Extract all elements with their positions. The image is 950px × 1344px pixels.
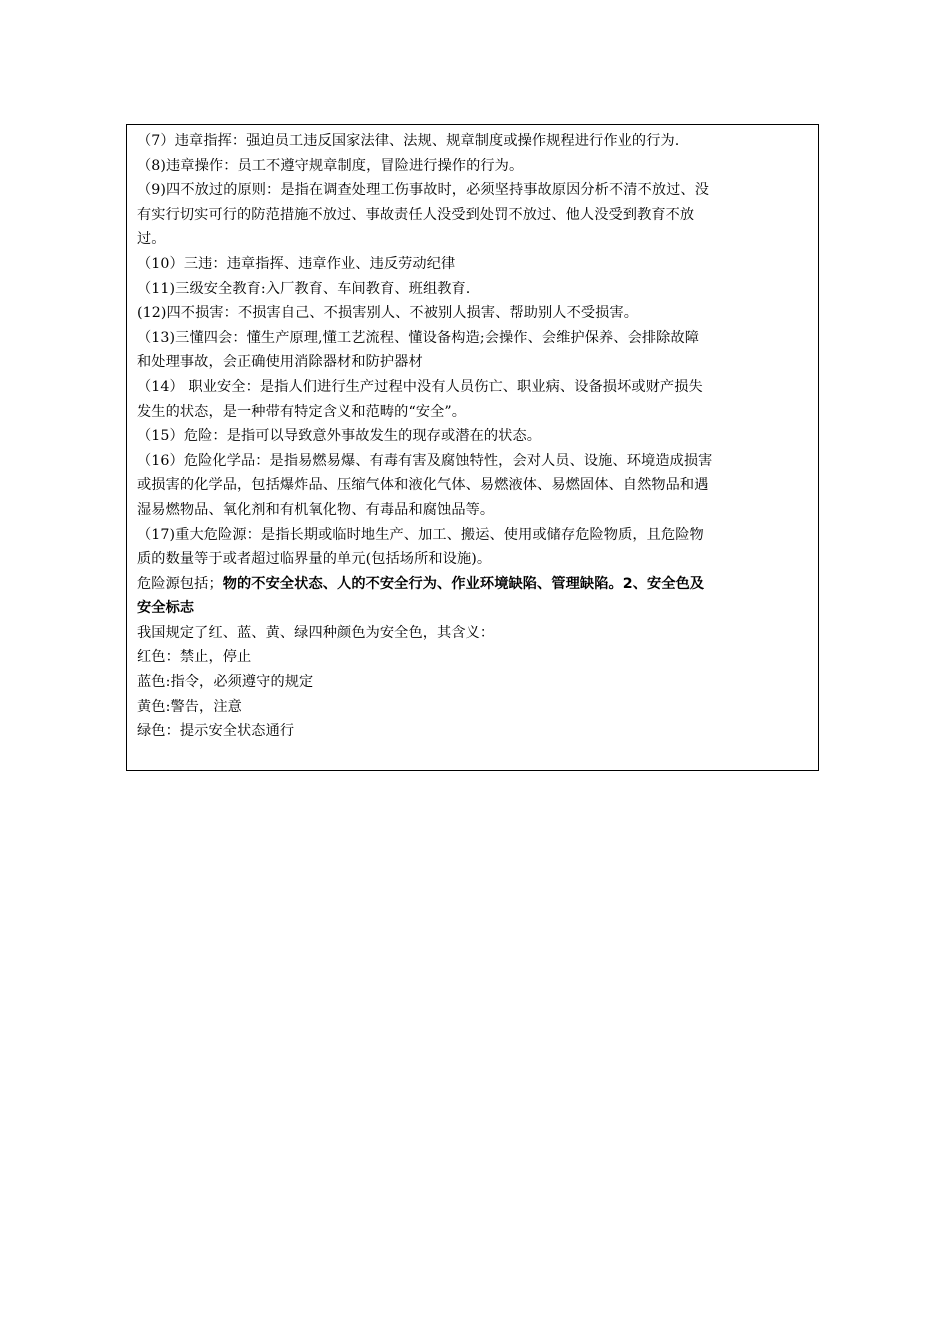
text-line: （7）违章指挥：强迫员工违反国家法律、法规、规章制度或操作规程进行作业的行为.	[137, 133, 680, 149]
safety-sign-heading: 安全标志	[137, 600, 195, 617]
text-line: （16）危险化学品：是指易燃易爆、有毒有害及腐蚀特性，会对人员、设施、环境造成损害	[137, 452, 713, 469]
text-line: （14） 职业安全：是指人们进行生产过程中没有人员伤亡、职业病、设备损坏或财产损失	[137, 378, 703, 395]
content-frame	[126, 124, 819, 771]
text-line: (12)四不损害：不损害自己、不损害别人、不被别人损害、帮助别人不受损害。	[137, 305, 639, 322]
text-line: 过。	[137, 231, 166, 248]
text-line: （13)三懂四会：懂生产原理,懂工艺流程、懂设备构造;会操作、会维护保养、会排除故障	[137, 329, 700, 346]
text-line: （17)重大危险源：是指长期或临时地生产、加工、搬运、使用或储存危险物质，且危险物	[137, 526, 704, 543]
text-line: 或损害的化学品，包括爆炸品、压缩气体和液化气体、易燃液体、易燃固体、自然物品和遇	[137, 477, 709, 494]
text-line: （9)四不放过的原则：是指在调查处理工伤事故时，必须坚持事故原因分析不清不放过、没	[137, 182, 709, 199]
safety-color-green: 绿色：提示安全状态通行	[137, 723, 295, 740]
safety-color-intro: 我国规定了红、蓝、黄、绿四种颜色为安全色，其含义：	[137, 624, 495, 641]
hazard-sources-bold: 物的不安全状态、人的不安全行为、作业环境缺陷、管理缺陷。2、安全色及	[222, 575, 705, 592]
text-line: 发生的状态，是一种带有特定含义和范畴的“安全”。	[137, 403, 467, 420]
text-line: （15）危险：是指可以导致意外事故发生的现存或潜在的状态。	[137, 428, 542, 445]
hazard-sources-prefix: 危险源包括；	[137, 575, 223, 592]
text-line: （8)违章操作：员工不遵守规章制度，冒险进行操作的行为。	[137, 157, 524, 174]
text-line: 有实行切实可行的防范措施不放过、事故责任人没受到处罚不放过、他人没受到教育不放	[137, 206, 695, 223]
safety-color-yellow: 黄色:警告，注意	[137, 698, 242, 715]
text-line: 质的数量等于或者超过临界量的单元(包括场所和设施)。	[137, 551, 492, 568]
hazard-sources-line	[137, 572, 808, 597]
text-line: （11)三级安全教育:入厂教育、车间教育、班组教育.	[137, 280, 471, 297]
safety-color-red: 红色：禁止，停止	[137, 649, 252, 666]
text-line: 和处理事故，会正确使用消除器材和防护器材	[137, 354, 423, 371]
text-line: 湿易燃物品、氧化剂和有机氧化物、有毒品和腐蚀品等。	[137, 501, 495, 518]
text-line: （10）三违：违章指挥、违章作业、违反劳动纪律	[137, 255, 456, 272]
safety-color-blue: 蓝色:指令，必须遵守的规定	[137, 674, 314, 691]
